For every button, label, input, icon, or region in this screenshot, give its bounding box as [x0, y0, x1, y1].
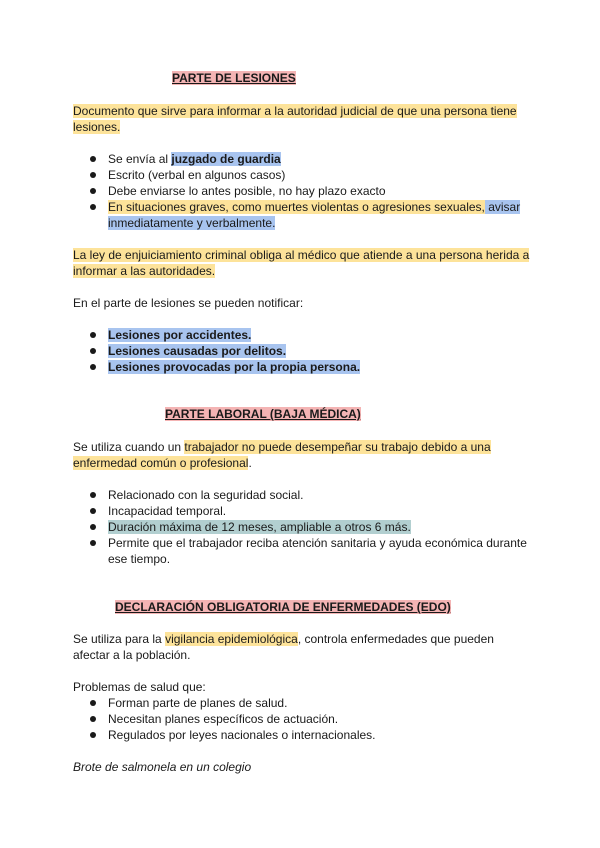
heading-text: PARTE LABORAL (BAJA MÉDICA) — [165, 407, 361, 421]
bullet-icon — [90, 348, 96, 354]
bullet-highlight: Duración máxima de 12 meses, ampliable a otros 6 más. — [108, 520, 411, 534]
intro-highlight: trabajador no puede desempeñar su trabajo debido a una enfermedad común o profesional — [73, 440, 491, 470]
bullet-icon — [90, 492, 96, 498]
bullet-highlight: juzgado de guardia — [171, 152, 281, 166]
notify-bullet-list — [90, 327, 530, 375]
notify-item: Lesiones causadas por delitos. — [108, 344, 287, 358]
bullet-icon — [90, 332, 96, 338]
list-item — [90, 487, 530, 503]
notify-item: Lesiones provocadas por la propia persona. — [108, 360, 361, 374]
list-item — [90, 359, 530, 375]
bullet-icon — [90, 156, 96, 162]
bullet-text: Incapacidad temporal. — [108, 504, 227, 518]
intro-highlight: Documento que sirve para informar a la autoridad judicial de que una persona tiene lesiones. — [73, 104, 517, 134]
bullet-icon — [90, 172, 96, 178]
list-item — [90, 183, 530, 199]
notify-item: Lesiones por accidentes. — [108, 328, 252, 342]
bullet-text: Debe enviarse lo antes posible, no hay plazo exacto — [108, 184, 386, 198]
bullet-text: Se envía al — [108, 152, 172, 166]
intro-text: Se utiliza cuando un — [73, 440, 185, 454]
bullet-icon — [90, 732, 96, 738]
bullet-icon — [90, 716, 96, 722]
list-item — [90, 519, 530, 535]
bullet-text: Escrito (verbal en algunos casos) — [108, 168, 286, 182]
bullet-text: Necesitan planes específicos de actuación. — [108, 712, 339, 726]
edo-intro — [73, 631, 531, 663]
problems-label: Problemas de salud que: — [73, 680, 206, 694]
edo-bullet-list — [90, 695, 530, 743]
bullet-icon — [90, 700, 96, 706]
bullet-text: Regulados por leyes nacionales o internacionales. — [108, 728, 376, 742]
lesiones-bullet-list — [90, 151, 530, 231]
intro-text: Se utiliza para la — [73, 632, 166, 646]
section-heading-laboral — [165, 407, 361, 421]
bullet-highlight-yellow: En situaciones graves, como muertes violentas o agresiones sexuales, — [108, 200, 485, 214]
list-item — [90, 711, 530, 727]
bullet-text: Permite que el trabajador reciba atención sanitaria y ayuda económica durante ese tiempo. — [108, 536, 527, 566]
list-item — [90, 343, 530, 359]
bullet-highlight-blue: avisar inmediatamente y verbalmente. — [108, 200, 521, 230]
section-heading-edo — [115, 600, 451, 614]
list-item — [90, 199, 530, 231]
list-item — [90, 727, 530, 743]
notify-intro: En el parte de lesiones se pueden notificar: — [73, 296, 304, 310]
bullet-icon — [90, 204, 96, 210]
heading-text: PARTE DE LESIONES — [172, 71, 296, 85]
list-item — [90, 167, 530, 183]
list-item — [90, 327, 530, 343]
example-text: Brote de salmonela en un colegio — [73, 760, 252, 774]
list-item — [90, 535, 530, 567]
bullet-icon — [90, 540, 96, 546]
bullet-icon — [90, 364, 96, 370]
bullet-icon — [90, 508, 96, 514]
section-heading-lesiones — [172, 71, 296, 85]
list-item — [90, 503, 530, 519]
law-highlight: La ley de enjuiciamiento criminal obliga al médico que atiende a una persona herida a informar a las autoridades. — [73, 248, 530, 278]
intro-suffix: . — [248, 456, 252, 470]
heading-text: DECLARACIÓN OBLIGATORIA DE ENFERMEDADES (EDO) — [115, 600, 451, 614]
bullet-text: Forman parte de planes de salud. — [108, 696, 288, 710]
laboral-intro — [73, 439, 531, 471]
lesiones-intro — [73, 103, 531, 135]
list-item — [90, 151, 530, 167]
laboral-bullet-list — [90, 487, 530, 567]
law-paragraph — [73, 247, 531, 279]
list-item — [90, 695, 530, 711]
bullet-icon — [90, 524, 96, 530]
intro-highlight: vigilancia epidemiológica — [165, 632, 298, 646]
bullet-icon — [90, 188, 96, 194]
bullet-text: Relacionado con la seguridad social. — [108, 488, 304, 502]
intro-suffix: , controla enfermedades que pueden afectar a la población. — [73, 632, 494, 662]
